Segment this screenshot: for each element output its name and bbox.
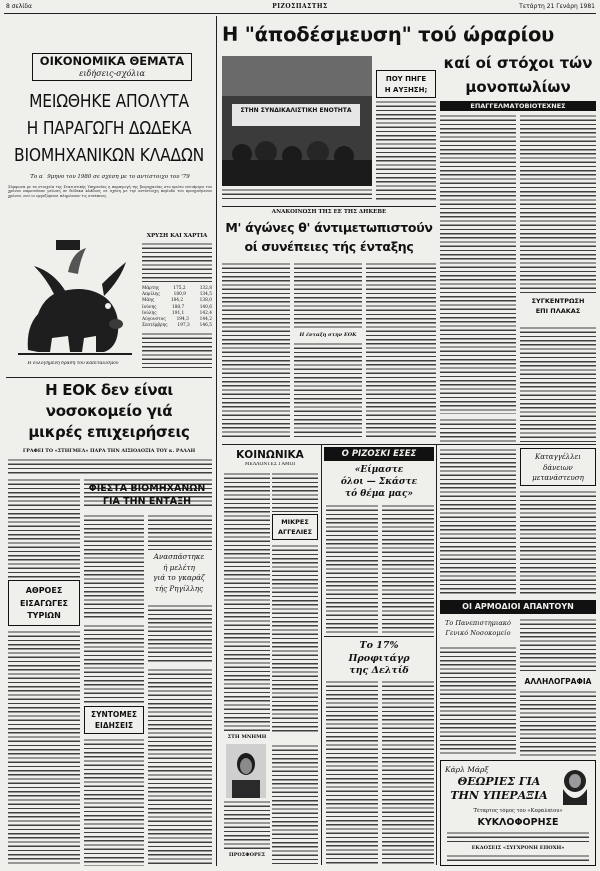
- strike-headline-line1: Μ' άγώνες θ' άντιμετωπιστούν: [225, 220, 433, 235]
- marx-portrait-icon: [559, 767, 591, 805]
- table-row: Μάρτης 175,2 132,8: [142, 286, 212, 291]
- table-row: Ιούνης 188,7 140,6: [142, 304, 212, 310]
- newspaper-name: ΡΙΖΟΣΠΑΣΤΗΣ: [272, 3, 328, 10]
- hospital-title: Το Πανεπιστημιακό Γενικό Νοσοκομείο: [445, 619, 511, 637]
- answers-band: ΟΙ ΑΡΜΟΔΙΟΙ ΑΠΑΝΤΟΥΝ: [440, 600, 596, 614]
- promo-title: ΘΕΩΡΙΕΣ ΓΙΑ ΤΗΝ ΥΠΕΡΑΞΙΑ: [450, 775, 548, 802]
- table-row: Σεπτέμβρης 197,3 146,5: [142, 323, 212, 329]
- sidebar-box: ΠΟΥ ΠΗΓΕ Η ΑΥΞΗΣΗ;: [376, 70, 436, 98]
- promo-author: Κάρλ Μάρξ: [445, 765, 489, 774]
- page-label: 8 σελίδα: [6, 3, 32, 10]
- fiesta-headline-line2: ΓΙΑ ΤΗΝ ΕΝΤΑΞΗ: [102, 496, 192, 507]
- social-title: ΚΟΙΝΩΝΙΚΑ: [236, 449, 304, 461]
- promo-status: ΚΥΚΛΟΦΟΡΗΣΕ: [477, 817, 559, 828]
- table-row: Αύγουστος 194,3 144,2: [142, 317, 212, 323]
- table-row: Ιούλης 191,1 142,4: [142, 310, 212, 316]
- table-row: Μάης 184,2 138,0: [142, 298, 212, 304]
- social-sub: ΜΕΛΛΟΝΤΕΣ ΓΑΜΟΙ: [244, 462, 296, 467]
- rizo-story-title: Το 17% Προφιτάγρ της Δελτίδ: [348, 640, 410, 676]
- release-band: ΕΠΑΓΓΕΛΜΑΤΟΒΙΟΤΕΧΝΕΣ: [440, 101, 596, 111]
- letters-title: ΑΛΛΗΛΟΓΡΑΦΙΑ: [524, 677, 592, 686]
- economy-headline-line2: Η ΠΑΡΑΓΩΓΗ ΔΩΔΕΚΑ: [26, 118, 192, 139]
- bull-cartoon-icon: [8, 232, 138, 360]
- rizo-title: «Είμαστε όλοι — Σκάστε τό θέμα μας»: [340, 465, 418, 499]
- eok-headline-line3: μικρές επιχειρήσεις: [28, 423, 190, 441]
- ads-box: ΜΙΚΡΕΣ ΑΓΓΕΛΙΕΣ: [272, 514, 318, 540]
- strike-kicker: ΑΝΑΚΟΙΝΩΣΗ ΤΗΣ ΕΕ ΤΗΣ ΔΗΚΕΒΕ: [271, 209, 387, 215]
- promo-volume: Τέταρτος τόμος του «Κεφαλαίου»: [473, 808, 563, 814]
- economy-headline: [6, 88, 212, 178]
- release-headline: Η "άποδέσμευση" τού ώραρίου: [222, 23, 555, 46]
- cartoon-caption: Η ευλογημένη δράση του καπιταλισμού: [27, 361, 119, 366]
- page-date: Τετάρτη 21 Γενάρη 1981: [519, 3, 595, 10]
- book-promo: [440, 760, 596, 866]
- cheese-box: ΑΘΡΟΕΣ ΕΙΣΑΓΩΓΕΣ ΤΥΡΙΩΝ: [8, 580, 80, 626]
- box2-title: ΣΥΓΚΕΝΤΡΩΣΗ ΕΠΙ ΠΛΑΚΑΣ: [531, 297, 585, 315]
- rhyme-title: Ανασπάστηκε ή μελέτη γιά το γκαράζ τής Ρηγίλλης: [153, 552, 205, 593]
- release-headline-line2: καί οί στόχοι τών: [443, 54, 593, 72]
- portrait-photo: [226, 744, 266, 798]
- offers-title: ΠΡΟΣΦΟΡΕΣ: [228, 852, 266, 858]
- section-subtitle: ειδήσεις-σχόλια: [79, 69, 145, 78]
- eok-kicker: ΓΡΑΦΕΙ ΤΟ «ΣΤΗΓΜΕΛ» ΠΑΡΑ ΤΗΝ ΑΙΣΙΟΔΟΞΙΑ ΤΟΥ κ. ΡΑΛΛΗ: [22, 448, 196, 454]
- eok-headline: [6, 380, 212, 444]
- cartoon: [8, 232, 138, 360]
- photo-sign: ΣΤΗΝ ΣΥΝΔΙΚΑΛΙΣΤΙΚΗ ΕΝΟΤΗΤΑ: [240, 107, 352, 114]
- gold-table-title: ΧΡΥΣΗ ΚΑΙ ΧΑΡΤΙΑ: [146, 233, 208, 239]
- eok-headline-line2: νοσοκομείο γιά: [45, 402, 173, 420]
- memory-title: ΣΤΗ ΜΝΗΜΗ: [227, 734, 267, 740]
- strike-inset: Η ένταξη στην ΕΟΚ: [299, 332, 357, 338]
- protest-photo: [222, 56, 372, 186]
- strike-headline: [222, 218, 436, 258]
- strike-headline-line2: οί συνέπειες τής ένταξης: [244, 239, 414, 254]
- release-headline-line3: μονοπωλίων: [465, 78, 571, 96]
- section-title: ΟΙΚΟΝΟΜΙΚΑ ΘΕΜΑΤΑ: [39, 54, 185, 68]
- gold-table-body: [142, 286, 212, 329]
- fiesta-headline-line1: ΦΙΕΣΤΑ ΒΙΟΜΗΧΑΝΩΝ: [88, 483, 206, 494]
- gold-table: [142, 232, 212, 372]
- economy-headline-line1: ΜΕΙΩΘΗΚΕ ΑΠΟΛΥΤΑ: [29, 91, 189, 112]
- economy-subhead: Το α΄ 9μηνο του 1980 σε σχέση με το αντίστοιχο του '79: [30, 174, 190, 180]
- fiesta-headline: [82, 482, 212, 512]
- rizo-band: Ο ΡΙΖΟΣΚΙ ΕΣΕΣ: [324, 447, 434, 461]
- section-box: [32, 53, 192, 81]
- complaint-box: Καταγγέλλει δάνειων μετανάστευση: [520, 448, 596, 486]
- brief-box: ΣΥΝΤΟΜΕΣ ΕΙΔΗΣΕΙΣ: [84, 706, 144, 734]
- promo-publisher: ΕΚΔΟΣΕΙΣ «ΣΥΓΧΡΟΝΗ ΕΠΟΧΗ»: [471, 845, 565, 851]
- economy-lead: Σύμφωνα με τα στοιχεία της Στατιστικής Υπηρεσίας η παραγωγή της βιομηχανίας στο πρώτο εννιάμηνο του χρόνου παρουσίασε μείωση σε δώδεκα κλάδους σε σχέση με την αντίστοιχη περίοδο του προηγούμενου χρόνου, ενώ οι εργαζόμενοι πληρώνουν τις συνέπειες.: [8, 185, 212, 198]
- economy-headline-line3: ΒΙΟΜΗΧΑΝΙΚΩΝ ΚΛΑΔΩΝ: [14, 145, 204, 166]
- table-row: Απρίλης 180,9 134,5: [142, 292, 212, 298]
- eok-headline-line1: Η ΕΟΚ δεν είναι: [45, 381, 173, 399]
